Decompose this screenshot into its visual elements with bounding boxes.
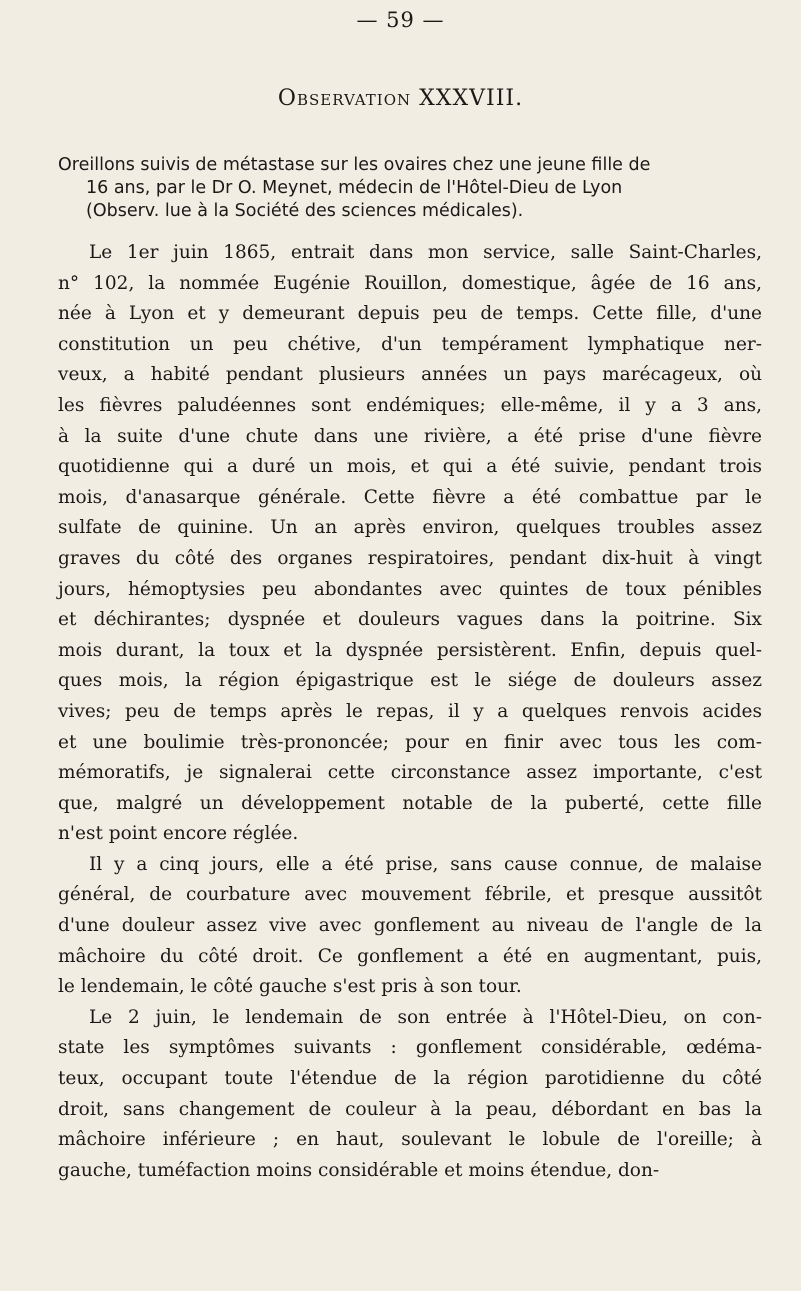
text-line: que, malgré un développement notable de la puberté, cette fille — [58, 792, 762, 814]
text-line: constitution un peu chétive, d'un tempérament lymphatique ner- — [58, 333, 762, 355]
text-line: state les symptômes suivants : gonflement considérable, œdéma- — [58, 1037, 762, 1059]
text-line: Le 1er juin 1865, entrait dans mon service, salle Saint-Charles, — [89, 242, 762, 263]
text-line: veux, a habité pendant plusieurs années un pays marécageux, où — [58, 364, 762, 386]
summary-line: Oreillons suivis de métastase sur les ovaires chez une jeune fille de — [58, 155, 651, 175]
text-line: mâchoire du côté droit. Ce gonflement a été en augmentant, puis, — [58, 945, 762, 967]
text-line: Il y a cinq jours, elle a été prise, sans cause connue, de malaise — [89, 853, 762, 875]
text-line: graves du côté des organes respiratoires, pendant dix-huit à vingt — [58, 547, 762, 569]
text-line: et déchirantes; dyspnée et douleurs vagues dans la poitrine. Six — [58, 609, 762, 631]
text-line: jours, hémoptysies peu abondantes avec quintes de toux pénibles — [58, 578, 762, 600]
paragraph — [58, 850, 762, 1003]
paragraph — [58, 238, 762, 850]
text-line: général, de courbature avec mouvement fébrile, et presque aussitôt — [58, 884, 762, 906]
text-line: mémoratifs, je signalerai cette circonstance assez importante, c'est — [58, 762, 762, 784]
summary-line: (Observ. lue à la Société des sciences médicales). — [86, 201, 524, 221]
text-line: le lendemain, le côté gauche s'est pris à son tour. — [58, 976, 522, 998]
text-line: et une boulimie très-prononcée; pour en finir avec tous les com- — [58, 731, 762, 753]
text-line: sulfate de quinine. Un an après environ, quelques troubles assez — [58, 517, 762, 539]
text-line: mâchoire inférieure ; en haut, soulevant le lobule de l'oreille; à — [58, 1129, 762, 1151]
text-line: d'une douleur assez vive avec gonflement au niveau de l'angle de la — [58, 915, 762, 937]
text-line: droit, sans changement de couleur à la peau, débordant en bas la — [58, 1098, 762, 1120]
text-line: teux, occupant toute l'étendue de la région parotidienne du côté — [58, 1068, 762, 1090]
text-line: mois durant, la toux et la dyspnée persistèrent. Enfin, depuis quel- — [58, 639, 762, 661]
text-line: née à Lyon et y demeurant depuis peu de temps. Cette fille, d'une — [58, 303, 762, 325]
observation-summary — [58, 154, 758, 223]
text-line: vives; peu de temps après le repas, il y a quelques renvois acides — [58, 700, 762, 722]
text-line: à la suite d'une chute dans une rivière, a été prise d'une fièvre — [58, 425, 762, 447]
text-line: n'est point encore réglée. — [58, 823, 299, 845]
text-line: gauche, tuméfaction moins considérable et moins étendue, don- — [58, 1159, 660, 1181]
text-line: ques mois, la région épigastrique est le siége de douleurs assez — [58, 670, 762, 692]
text-line: n° 102, la nommée Eugénie Rouillon, domestique, âgée de 16 ans, — [58, 272, 762, 294]
observation-title: Observation XXXVIII. — [277, 86, 524, 111]
text-line: quotidienne qui a duré un mois, et qui a été suivie, pendant trois — [58, 456, 762, 478]
text-line: les fièvres paludéennes sont endémiques; elle-même, il y a 3 ans, — [58, 394, 762, 416]
text-line: mois, d'anasarque générale. Cette fièvre a été combattue par le — [58, 486, 762, 508]
paragraph — [58, 1003, 762, 1187]
page-number: — 59 — — [356, 8, 445, 32]
observation-body — [58, 238, 762, 1186]
summary-line: 16 ans, par le Dr O. Meynet, médecin de l'Hôtel-Dieu de Lyon — [86, 178, 623, 198]
text-line: Le 2 juin, le lendemain de son entrée à l'Hôtel-Dieu, on con- — [89, 1006, 762, 1028]
